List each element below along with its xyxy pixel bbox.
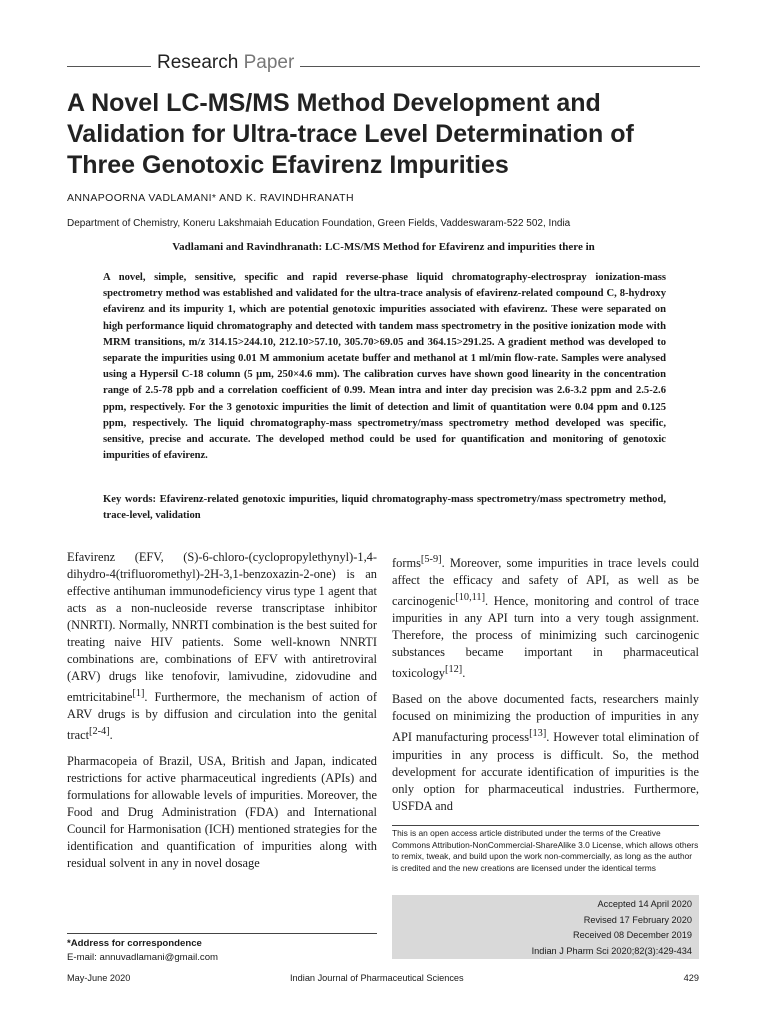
affiliation: Department of Chemistry, Koneru Lakshmaiah Education Foundation, Green Fields, Vaddeswaram-522 502, India bbox=[67, 218, 571, 229]
license-rule bbox=[392, 825, 699, 826]
section-label-word2: Paper bbox=[243, 52, 295, 73]
section-label bbox=[151, 52, 300, 74]
citation-ref: [13] bbox=[529, 728, 547, 740]
keywords: Key words: Efavirenz-related genotoxic impurities, liquid chromatography-mass spectrometry/mass spectrometry method, trace-level, validation bbox=[103, 494, 666, 521]
body-column-right bbox=[392, 551, 699, 824]
citation-ref: [12] bbox=[445, 664, 463, 676]
paragraph bbox=[67, 549, 377, 744]
authors: ANNAPOORNA VADLAMANI* AND K. RAVINDHRANATH bbox=[67, 192, 354, 204]
text-run: . bbox=[109, 728, 113, 743]
section-label-word1: Research bbox=[157, 52, 239, 73]
text-run: . Furthermore, the mechanism of action of ARV drugs is by diffusion and circulation into the genital tract bbox=[67, 690, 377, 743]
text-run: Based on the above documented facts, researchers mainly focused on minimizing the production of impurities in any API manufacturing process bbox=[392, 692, 699, 745]
citation-ref: [10,11] bbox=[455, 592, 486, 604]
footer-journal: Indian Journal of Pharmaceutical Sciences bbox=[290, 973, 464, 983]
license-note: This is an open access article distributed under the terms of the Creative Commons Attribution-NonCommercial-ShareAlike 3.0 License, which allows others to remix, tweak, and build upon the work non-commercially, as long as the author is credited and the new creations are licensed under the identical terms bbox=[392, 828, 699, 873]
article-title: A Novel LC-MS/MS Method Development and Validation for Ultra-trace Level Determination of Three Genotoxic Efavirenz Impurities bbox=[67, 89, 634, 179]
article-dates bbox=[532, 897, 692, 959]
text-run: . However total elimination of impurities in any process is difficult. So, the method development for accurate identification of impurities is the only option for pharmaceutical industries. Furthermore, USFDA and bbox=[392, 730, 699, 813]
text-run: . Moreover, some impurities in trace levels could affect the efficacy and safety of API, as well as be carcinogenic bbox=[392, 556, 699, 609]
journal-citation: Indian J Pharm Sci 2020;82(3):429-434 bbox=[531, 945, 692, 956]
paragraph bbox=[392, 691, 699, 814]
body-column-left bbox=[67, 549, 377, 881]
received-date: Received 08 December 2019 bbox=[573, 930, 692, 941]
running-title: Vadlamani and Ravindhranath: LC-MS/MS Method for Efavirenz and impurities there in bbox=[172, 241, 595, 253]
text-run: . Hence, monitoring and control of trace impurities in any API turn into a very tough assignment. Therefore, the process of minimizing such carcinogenic substances became important in pharmaceutical toxicology bbox=[392, 594, 699, 681]
footer-issue: May-June 2020 bbox=[67, 973, 131, 983]
correspondence-rule bbox=[67, 933, 377, 934]
citation-ref: [5-9] bbox=[420, 554, 442, 565]
citation-ref: [1] bbox=[132, 688, 145, 699]
revised-date: Revised 17 February 2020 bbox=[583, 914, 692, 925]
correspondence-email: E-mail: annuvadlamani@gmail.com bbox=[67, 952, 219, 963]
correspondence-title: *Address for correspondence bbox=[67, 938, 202, 949]
accepted-date: Accepted 14 April 2020 bbox=[597, 899, 692, 909]
text-run: forms bbox=[392, 556, 421, 571]
text-run: Efavirenz (EFV, (S)-6-chloro-(cyclopropylethynyl)-1,4-dihydro-4(trifluoromethyl)-2H-3,1-benzoxazin-2-one) is an effective antihuman immunodeficiency virus type 1 agent that acts as a non-nucleoside reverse transcriptase inhibitor (NNRTI). Normally, NNRTI combination is the best suited for treating naive HIV patients. Some well-known NNRTI combinations are, combinations of EFV with antiretroviral (ARV) drugs like tenofovir, lamivudine, zidovudine and emtricitabine bbox=[67, 550, 377, 705]
paragraph bbox=[392, 551, 699, 682]
citation-ref: [2-4] bbox=[89, 726, 110, 738]
abstract: A novel, simple, sensitive, specific and rapid reverse-phase liquid chromatography-electrospray ionization-mass spectrometry method was established and validated for the ultra-trace analysis of efavirenz-related compound C, 8-hydroxy efavirenz and its impurity 1, which are potential genotoxic impurities associated with efavirenz. These were separated on high performance liquid chromatography and detected with tandem mass spectrometry in the positive ionization mode with MRM transitions, m/z 314.15>244.10, 212.10>57.10, 305.70>69.05 and 364.15>291.25. A gradient method was developed to separate the impurities using 0.01 M ammonium acetate buffer and methanol at 1 ml/min flow-rate. Samples were analysed using a Hypersil C-18 column (5 µm, 250×4.6 mm). The calibration curves have shown good linearity in the concentration range of 2.5-78 ppb and a correlation coefficient of 0.99. Mean intra and inter day precision was 2.6-3.2 ppm and 2.5-2.6 ppm, respectively. For the 3 genotoxic impurities the limit of detection and limit of quantitation were 0.04 ppm and 0.125 ppm, respectively. The liquid chromatography-mass spectrometry/mass spectrometry method developed was specific, sensitive, precise and accurate. The developed method could be used for quantification and monitoring of genotoxic impurities of efavirenz. bbox=[103, 272, 666, 462]
paragraph: Pharmacopeia of Brazil, USA, British and Japan, indicated restrictions for active pharmaceutical ingredients (APIs) and formulations for allowable levels of impurities. Moreover, the Food and Drug Administration (FDA) and International Council for Harmonisation (ICH) mentioned strategies for the identification and quantification of impurities along with residual solvent in any in novel dosage bbox=[67, 754, 377, 871]
page-number: 429 bbox=[683, 973, 699, 983]
text-run: . bbox=[462, 666, 466, 681]
